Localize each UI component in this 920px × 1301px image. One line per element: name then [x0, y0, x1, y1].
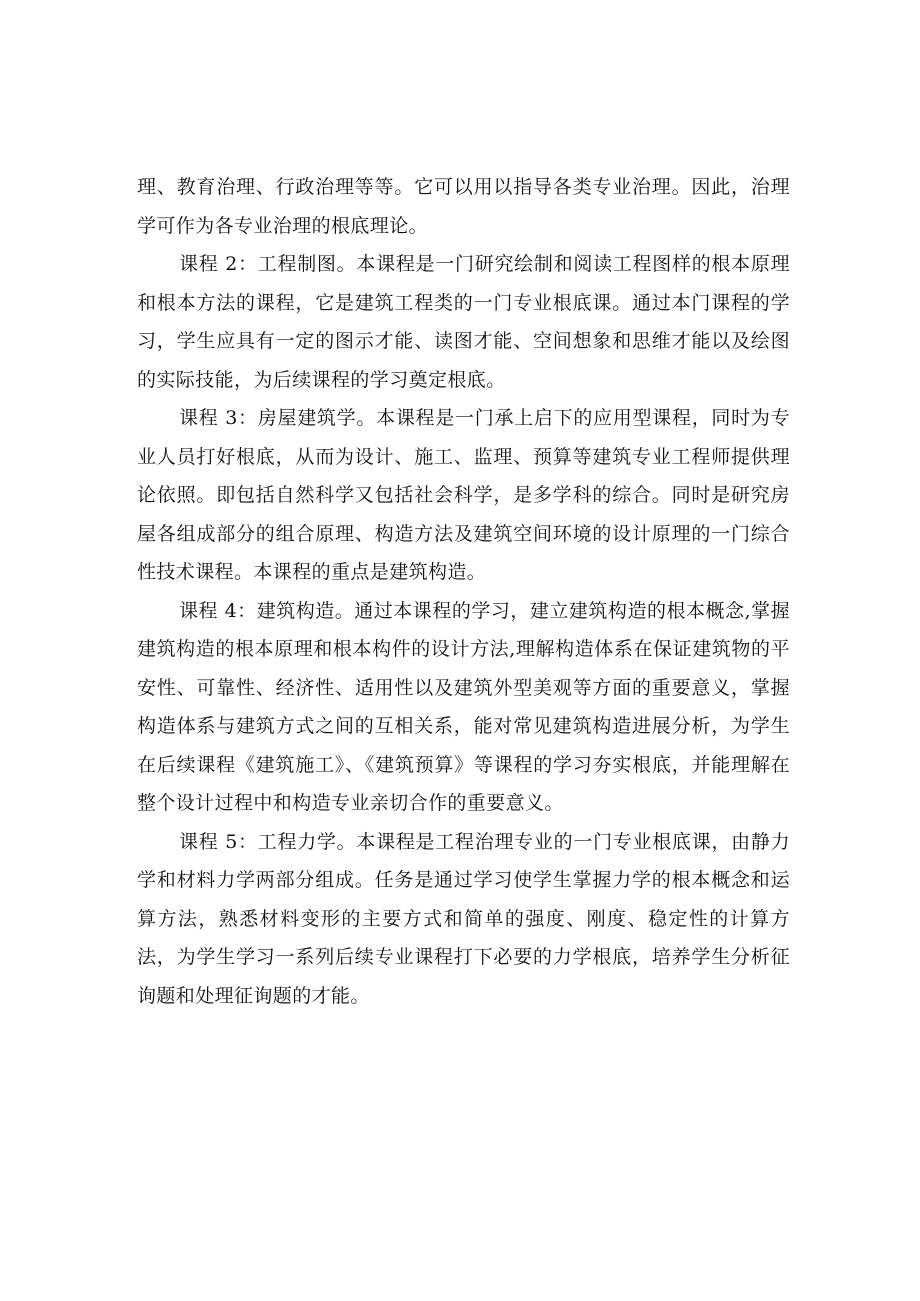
paragraph-continuation: 理、教育治理、行政治理等等。它可以用以指导各类专业治理。因此，治理学可作为各专业治理的根底理论。: [137, 176, 790, 237]
document-body: [137, 168, 790, 1015]
paragraph-course-5: 课程 5：工程力学。本课程是工程治理专业的一门专业根底课，由静力学和材料力学两部分组成。任务是通过学习使学生掌握力学的根本概念和运算方法，熟悉材料变形的主要方式和简单的强度、刚度、稳定性的计算方法，为学生学习一系列后续专业课程打下必要的力学根底，培养学生分析征询题和处理征询题的才能。: [137, 830, 790, 1007]
paragraph-course-3: 课程 3：房屋建筑学。本课程是一门承上启下的应用型课程，同时为专业人员打好根底，从而为设计、施工、监理、预算等建筑专业工程师提供理论依照。即包括自然科学又包括社会科学，是多学科的综合。同时是研究房屋各组成部分的组合原理、构造方法及建筑空间环境的设计原理的一门综合性技术课程。本课程的重点是建筑构造。: [137, 407, 790, 583]
paragraph-course-2: 课程 2：工程制图。本课程是一门研究绘制和阅读工程图样的根本原理和根本方法的课程，它是建筑工程类的一门专业根底课。通过本门课程的学习，学生应具有一定的图示才能、读图才能、空间想象和思维才能以及绘图的实际技能，为后续课程的学习奠定根底。: [137, 253, 790, 391]
paragraph-course-4: 课程 4：建筑构造。通过本课程的学习，建立建筑构造的根本概念,掌握建筑构造的根本原理和根本构件的设计方法,理解构造体系在保证建筑物的平安性、可靠性、经济性、适用性以及建筑外型美观等方面的重要意义，掌握构造体系与建筑方式之间的互相关系，能对常见建筑构造进展分析，为学生在后续课程《建筑施工》、《建筑预算》等课程的学习夯实根底，并能理解在整个设计过程中和构造专业亲切合作的重要意义。: [137, 599, 790, 814]
